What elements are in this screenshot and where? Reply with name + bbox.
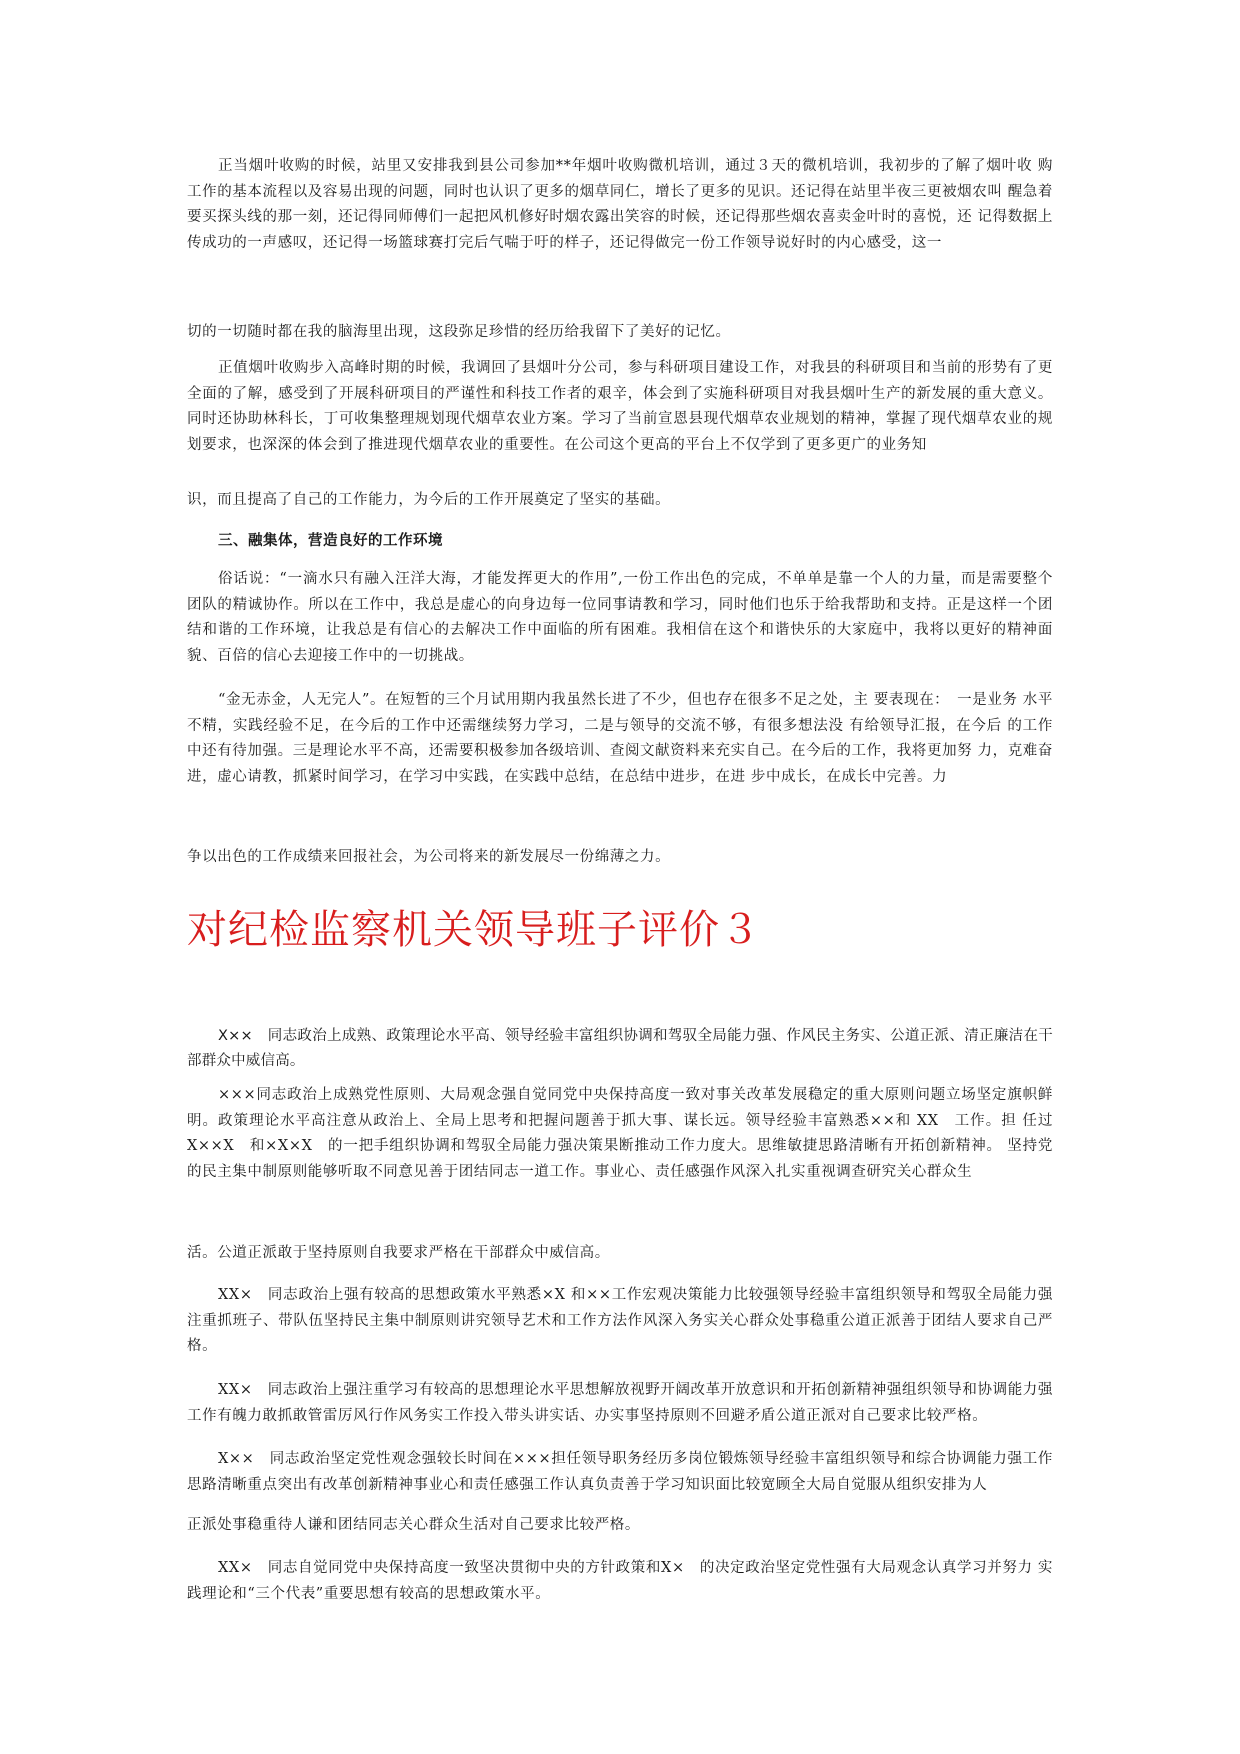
paragraph-evaluation-2: XX× 同志政治上强有较高的思想政策水平熟悉×X 和××工作宏观决策能力比较强领导经验丰富组织领导和驾驭全局能力强注重抓班子、带队伍坚持民主集中制原则讲究领导艺术和工作方法作风深入务实关心群众处事稳重公道正派善于团结人要求自己严格。 bbox=[187, 1287, 1053, 1355]
document-title: 对纪检监察机关领导班子评价３ bbox=[187, 907, 761, 953]
paragraph-summary: X×× 同志政治上成熟、政策理论水平高、领导经验丰富组织协调和驾驭全局能力强、作风民主务实、公道正派、清正廉洁在干部群众中威信高。 bbox=[187, 1028, 1053, 1069]
section-heading: 三、融集体，营造良好的工作环境 bbox=[218, 533, 443, 549]
paragraph-shortcomings: “金无赤金，人无完人”。在短暂的三个月试用期内我虽然长进了不少，但也存在很多不足之处，主 要表现在： 一是业务 水平不精，实践经验不足，在今后的工作中还需继续努力学习，二是与领导的交流不够，有很多想法没 有给领导汇报，在今后 的工作中还有待加强。三是理论水平不高，还需要积极参加各级培训、查阅文献资料来充实自己。在今后的工作，我将更加努 力，克难奋进，虚心请教，抓紧时间学习，在学习中实践，在实践中总结，在总结中进步，在进 步中成长，在成长中完善。力 bbox=[187, 692, 1053, 785]
paragraph-evaluation-1-end: 活。公道正派敢于坚持原则自我要求严格在干部群众中威信高。 bbox=[187, 1245, 610, 1261]
paragraph-shortcomings-end: 争以出色的工作成绩来回报社会，为公司将来的新发展尽一份绵薄之力。 bbox=[187, 849, 671, 865]
paragraph-training: 正当烟叶收购的时候，站里又安排我到县公司参加**年烟叶收购微机培训，通过３天的微机培训，我初步的了解了烟叶收 购工作的基本流程以及容易出现的问题，同时也认识了更多的烟草同仁，增长了更多的见识。还记得在站里半夜三更被烟农叫 醒急着要买探头线的那一刻，还记得同师傅们一起把风机修好时烟农露出笑容的时候，还记得那些烟农喜卖金叶时的喜悦，还 记得数据上传成功的一声感叹，还记得一场篮球赛打完后气喘于吁的样子，还记得做完一份工作领导说好时的内心感受，这一 bbox=[187, 158, 1053, 251]
paragraph-evaluation-4: X×× 同志政治坚定党性观念强较长时间在×××担任领导职务经历多岗位锻炼领导经验丰富组织领导和综合协调能力强工作思路清晰重点突出有改革创新精神事业心和责任感强工作认真负责善于学习知识面比较宽顾全大局自觉服从组织安排为人 bbox=[187, 1451, 1053, 1493]
paragraph-research-end: 识，而且提高了自己的工作能力，为今后的工作开展奠定了坚实的基础。 bbox=[187, 492, 671, 508]
paragraph-evaluation-3: XX× 同志政治上强注重学习有较高的思想理论水平思想解放视野开阔改革开放意识和开拓创新精神强组织领导和协调能力强工作有魄力敢抓敢管雷厉风行作风务实工作投入带头讲实话、办实事坚持原则不回避矛盾公道正派对自己要求比较严格。 bbox=[187, 1382, 1053, 1424]
paragraph-teamwork: 俗话说：“一滴水只有融入汪洋大海，才能发挥更大的作用”,一份工作出色的完成，不单单是靠一个人的力量，而是需要整个团队的精诚协作。所以在工作中，我总是虚心的向身边每一位同事请教和学习，同时他们也乐于给我帮助和支持。正是这样一个团结和谐的工作环境，让我总是有信心的去解决工作中面临的所有困难。我相信在这个和谐快乐的大家庭中，我将以更好的精神面貌、百倍的信心去迎接工作中的一切挑战。 bbox=[187, 571, 1053, 664]
paragraph-research: 正值烟叶收购步入高峰时期的时候，我调回了县烟叶分公司，参与科研项目建设工作，对我县的科研项目和当前的形势有了更全面的了解，感受到了开展科研项目的严谨性和科技工作者的艰辛，体会到了实施科研项目对我县烟叶生产的新发展的重大意义。同时还协助林科长，丁可收集整理规划现代烟草农业方案。学习了当前宣恩县现代烟草农业规划的精神，掌握了现代烟草农业的规划要求，也深深的体会到了推进现代烟草农业的重要性。在公司这个更高的平台上不仅学到了更多更广的业务知 bbox=[187, 360, 1053, 453]
paragraph-training-end: 切的一切随时都在我的脑海里出现，这段弥足珍惜的经历给我留下了美好的记忆。 bbox=[187, 324, 731, 340]
paragraph-evaluation-5: XX× 同志自觉同党中央保持高度一致坚决贯彻中央的方针政策和X× 的决定政治坚定党性强有大局观念认真学习并努力 实践理论和“三个代表”重要思想有较高的思想政策水平。 bbox=[187, 1560, 1053, 1602]
paragraph-evaluation-1: ×××同志政治上成熟党性原则、大局观念强自觉同党中央保持高度一致对事关改革发展稳定的重大原则问题立场坚定旗帜鲜明。政策理论水平高注意从政治上、全局上思考和把握问题善于抓大事、谋长远。领导经验丰富熟悉××和 XX 工作。担 任过X××X 和×X×X 的一把手组织协调和驾驭全局能力强决策果断推动工作力度大。思维敏捷思路清晰有开拓创新精神。 坚持党的民主集中制原则能够听取不同意见善于团结同志一道工作。事业心、责任感强作风深入扎实重视调查研究关心群众生 bbox=[187, 1087, 1053, 1180]
paragraph-evaluation-4-end: 正派处事稳重待人谦和团结同志关心群众生活对自己要求比较严格。 bbox=[187, 1517, 640, 1533]
